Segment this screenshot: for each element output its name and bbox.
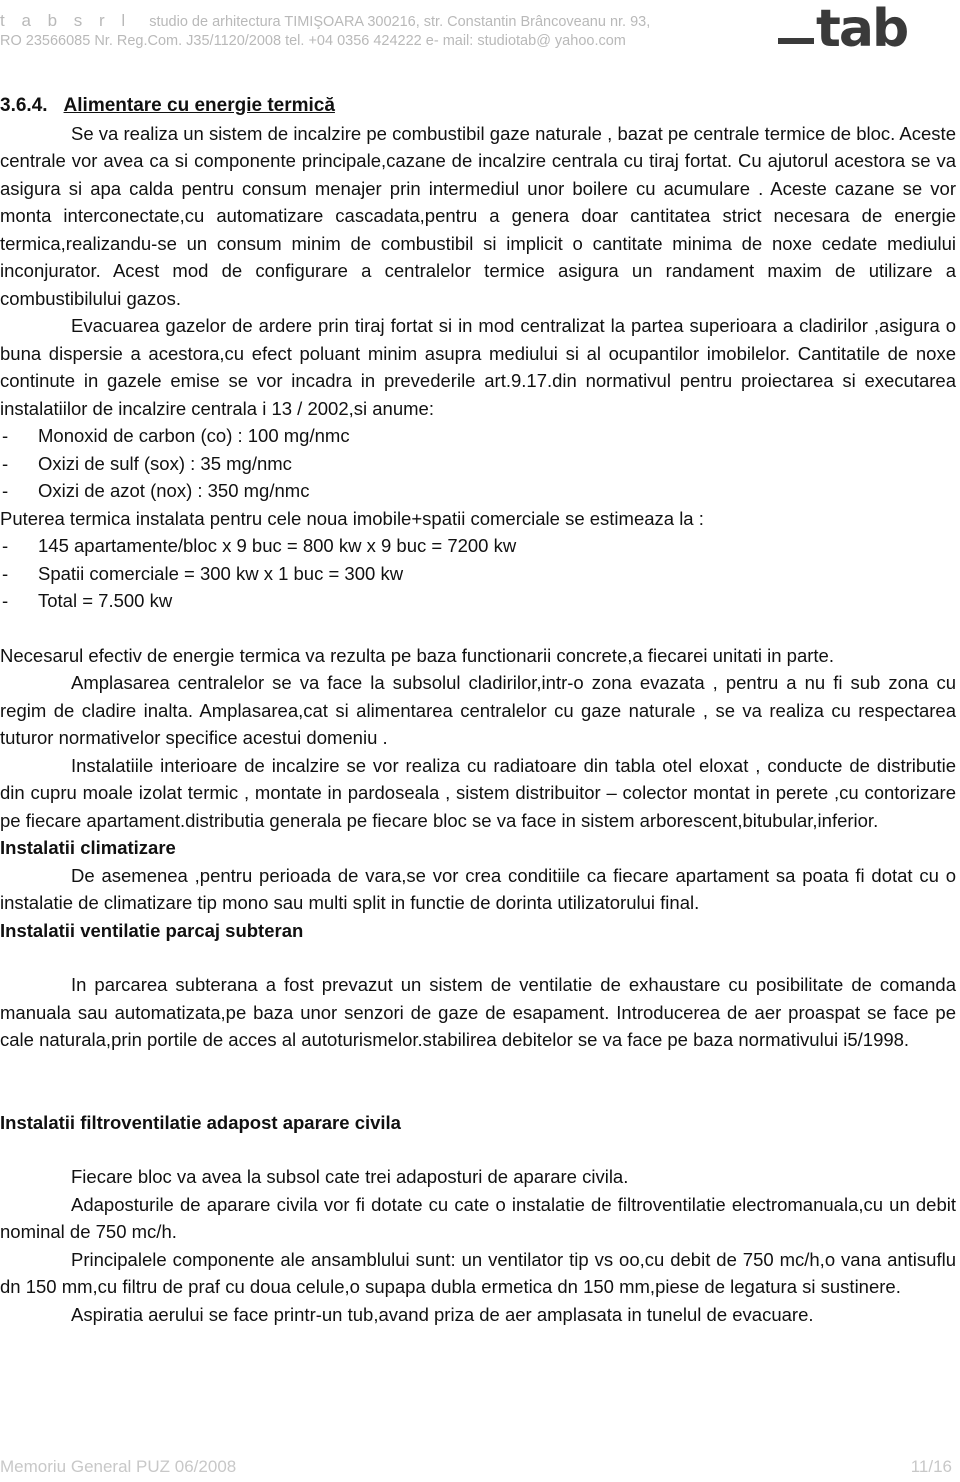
paragraph-components: Principalele componente ale ansamblului sunt: un ventilator tip vs oo,cu debit de 750 mc/h,o vana antisuflu dn 150 mm,cu filtru de praf cu doua celule,o supapa dubla ermetica dn 150 mm,piese de legatura si sustinere. [0, 1248, 956, 1297]
paragraph-climatizare: De asemenea ,pentru perioada de vara,se vor crea conditiile ca fiecare apartament sa poata fi dotat cu o instalatie de climatizare tip mono sau multi split in functie de dorinta utilizatorului final. [0, 864, 956, 913]
logo-text: tab [816, 2, 908, 54]
firm-name: t a b s r l [0, 11, 132, 30]
paragraph-interior-installations: Instalatiile interioare de incalzire se vor realiza cu radiatoare din tabla otel eloxat , conducte de distributie din cupru moale izolat termic , montate in pardoseala , sistem distribuitor – colector montat in perete ,cu contorizare pe fiecare apartament.distributia generala pe fiecare bloc se va face in sistem arborescent,bitubular,inferior. [0, 754, 956, 831]
spacer [0, 944, 956, 971]
page-footer [0, 1453, 960, 1481]
power-commercial: Spatii comerciale = 300 kw x 1 buc = 300 kw [38, 562, 404, 584]
list-item: - Total = 7.500 kw [2, 590, 173, 611]
paragraph-shelters: Fiecare bloc va avea la subsol cate trei adaposturi de aparare civila. [71, 1166, 629, 1187]
list-item: - Oxizi de sulf (sox) : 35 mg/nmc [2, 452, 292, 474]
tab-logo [778, 2, 958, 54]
heading-ventilatie: Instalatii ventilatie parcaj subteran [0, 919, 304, 941]
document-body [0, 92, 956, 1328]
paragraph-shelter-equipment: Adaposturile de aparare civila vor fi dotate cu cate o instalatie de filtroventilatie electromanuala,cu un debit nominal de 750 mc/h. [0, 1193, 956, 1242]
emission-co: Monoxid de carbon (co) : 100 mg/nmc [38, 425, 350, 446]
paragraph-demand: Necesarul efectiv de energie termica va rezulta pe baza functionarii concrete,a fiecarei unitati in parte. [0, 644, 834, 666]
paragraph-air-intake: Aspiratia aerului se face printr-un tub,avand priza de aer amplasata in tunelul de evacuare. [71, 1303, 814, 1325]
letterhead-line-2: RO 23566085 Nr. Reg.Com. J35/1120/2008 tel. +04 0356 424222 e- mail: studiotab@ yahoo.com [0, 33, 626, 49]
paragraph-exhaust: Evacuarea gazelor de ardere prin tiraj fortat si in mod centralizat la partea superioara a cladirilor ,asigura o buna dispersie a acestora,cu efect poluant minim asupra mediului si al ocupantilor imobilelor. Cantitatile de noxe continute in gazele emise se vor incadra in prevederile art.9.17.din normativul pentru proiectarea si executarea instalatiilor de incalzire centrala i 13 / 2002,si anume: [0, 315, 956, 419]
spacer [0, 615, 956, 642]
paragraph-heating-system: Se va realiza un sistem de incalzire pe combustibil gaze naturale , bazat pe centrale termice de bloc. Aceste centrale vor avea ca si componente principale,cazane de incalzire centrala cu tiraj fortat. Cu ajutorul acestora se va asigura si apa calda pentru consum menajer prin intermediul unor boilere cu acumulare . Aceste cazane se vor monta interconectate,cu automatizare cascadata,pentru a genera doar cantitatea strict necesara de energie termica,realizandu-se un consum minim de combustibil si implicit o cantitate minima de noxe cedate mediului inconjurator. Acest mod de configurare a centralelor termice asigura un randament maxim de utilizare a combustibilului gazos. [0, 122, 956, 309]
paragraph-power-intro: Puterea termica instalata pentru cele noua imobile+spatii comerciale se estimeaza la : [0, 507, 704, 529]
spacer [0, 1054, 956, 1109]
list-item: - Monoxid de carbon (co) : 100 mg/nmc [2, 425, 350, 446]
emission-sox: Oxizi de sulf (sox) : 35 mg/nmc [38, 452, 292, 474]
list-item: - Spatii comerciale = 300 kw x 1 buc = 300 kw [2, 562, 404, 584]
logo-bar [778, 38, 814, 44]
paragraph-ventilatie: In parcarea subterana a fost prevazut un sistem de ventilatie de exhaustare cu posibilitate de comanda manuala sau automatizata,pe baza unor senzori de gaze de esapament. Introducerea de aer proaspat se face pe cale naturala,prin portile de acces al autoturismelor.stabilirea debitelor se va face pe baza normativului i5/1998. [0, 974, 956, 1050]
power-total: Total = 7.500 kw [38, 590, 173, 611]
section-number: 3.6.4. [0, 95, 48, 116]
page-number: 11/16 [910, 1457, 952, 1476]
paragraph-placement: Amplasarea centralelor se va face la subsolul cladirilor,intr-o zona evazata , pentru a nu fi sub zona cu regim de cladire inalta. Amplasarea,cat si alimentarea centralelor cu gaze naturale , se va realiza cu respectarea tuturor normativelor specifice acestui domeniu . [0, 672, 956, 748]
emission-nox: Oxizi de azot (nox) : 350 mg/nmc [38, 480, 310, 501]
firm-address: studio de arhitectura TIMIŞOARA 300216, str. Constantin Brâncoveanu nr. 93, [149, 14, 651, 30]
letterhead-line-1 [0, 11, 650, 31]
power-list [0, 532, 956, 615]
footer-document-title: Memoriu General PUZ 06/2008 [0, 1457, 237, 1476]
power-apartments: 145 apartamente/bloc x 9 buc = 800 kw x 9 buc = 7200 kw [38, 535, 517, 556]
list-item: - 145 apartamente/bloc x 9 buc = 800 kw x 9 buc = 7200 kw [2, 535, 517, 556]
heading-climatizare: Instalatii climatizare [0, 837, 176, 858]
list-item: - Oxizi de azot (nox) : 350 mg/nmc [2, 480, 310, 501]
heading-filtroventilatie: Instalatii filtroventilatie adapost aparare civila [0, 1111, 401, 1133]
emissions-list [0, 422, 956, 505]
letterhead [0, 0, 960, 60]
section-heading [0, 92, 956, 120]
spacer [0, 1136, 956, 1163]
section-title: Alimentare cu energie termică [63, 95, 335, 116]
